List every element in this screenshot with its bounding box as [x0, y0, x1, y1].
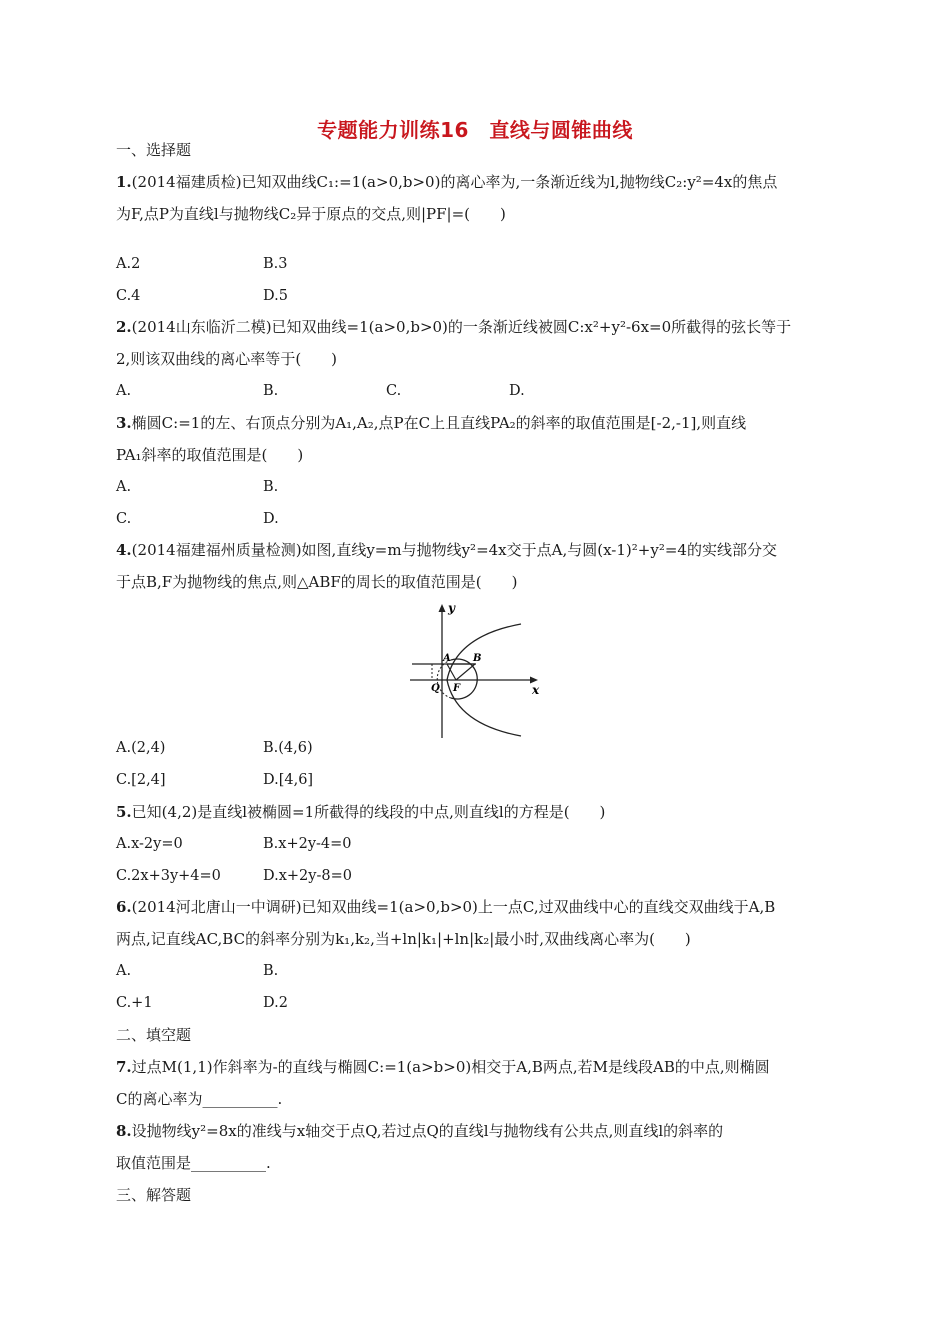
q2-option-a: A. [116, 383, 132, 399]
page-title: 专题能力训练16 直线与圆锥曲线 [317, 118, 633, 142]
q1-option-b: B.3 [263, 256, 288, 272]
question-4-text: (2014福建福州质量检测)如图,直线y=m与抛物线y²=4x交于点A,与圆(x-1)²+y²=4的实线部分交 [131, 541, 777, 559]
question-6-text: (2014河北唐山一中调研)已知双曲线=1(a>0,b>0)上一点C,过双曲线中心的直线交双曲线于A,B [131, 898, 776, 916]
q2-option-b: B. [263, 383, 279, 399]
question-6-line-1 [116, 897, 775, 917]
q1-option-c: C.4 [116, 288, 141, 304]
section-heading-fill: 二、填空题 [116, 1026, 192, 1044]
q6-option-d: D.2 [263, 995, 288, 1011]
q4-option-b: B.(4,6) [263, 740, 313, 756]
y-axis-arrow [439, 604, 446, 612]
question-4-line-2: 于点B,F为抛物线的焦点,则△ABF的周长的取值范围是( ) [116, 573, 518, 591]
question-6-number: 6. [116, 898, 132, 916]
question-5-number: 5. [116, 803, 132, 821]
label-f: F [453, 683, 461, 694]
q2-option-d: D. [509, 383, 525, 399]
question-8-number: 8. [116, 1122, 132, 1140]
label-b: B [473, 653, 482, 664]
question-6-line-2: 两点,记直线AC,BC的斜率分别为k₁,k₂,当+ln|k₁|+ln|k₂|最小时,双曲线离心率为( ) [116, 930, 691, 948]
q1-option-a: A.2 [116, 256, 141, 272]
q3-option-a: A. [116, 479, 132, 495]
q5-option-b: B.x+2y-4=0 [263, 836, 352, 852]
question-8-line-1 [116, 1121, 723, 1141]
question-7-text: 过点M(1,1)作斜率为-的直线与椭圆C:=1(a>b>0)相交于A,B两点,若M是线段AB的中点,则椭圆 [131, 1058, 770, 1076]
q4-option-c: C.[2,4] [116, 772, 166, 788]
question-2-text: (2014山东临沂二模)已知双曲线=1(a>0,b>0)的一条渐近线被圆C:x²+y²-6x=0所截得的弦长等于 [131, 318, 792, 336]
segment-bf [456, 664, 475, 680]
question-5-text: 已知(4,2)是直线l被椭圆=1所截得的线段的中点,则直线l的方程是( ) [131, 803, 606, 821]
question-7-line-2: C的离心率为__________. [116, 1090, 283, 1108]
q3-option-c: C. [116, 511, 132, 527]
q5-option-a: A.x-2y=0 [116, 836, 183, 852]
question-8-line-2: 取值范围是__________. [116, 1154, 271, 1172]
q2-option-c: C. [386, 383, 402, 399]
q3-option-d: D. [263, 511, 279, 527]
q4-option-a: A.(2,4) [116, 740, 166, 756]
question-1-text: (2014福建质检)已知双曲线C₁:=1(a>0,b>0)的离心率为,一条渐近线为l,抛物线C₂:y²=4x的焦点 [131, 173, 778, 191]
question-1-number: 1. [116, 173, 132, 191]
label-y: y [448, 601, 455, 615]
question-3-text: 椭圆C:=1的左、右顶点分别为A₁,A₂,点P在C上且直线PA₂的斜率的取值范围是[-2,-1],则直线 [131, 414, 747, 432]
question-8-text: 设抛物线y²=8x的准线与x轴交于点Q,若过点Q的直线l与抛物线有公共点,则直线l的斜率的 [131, 1122, 724, 1140]
question-4-number: 4. [116, 541, 132, 559]
label-q: Q [431, 683, 440, 694]
question-5-line-1 [116, 802, 605, 822]
q5-option-c: C.2x+3y+4=0 [116, 868, 221, 884]
label-x: x [532, 683, 540, 697]
question-2-line-1 [116, 317, 791, 337]
section-heading-answer: 三、解答题 [116, 1186, 192, 1204]
q6-option-a: A. [116, 963, 132, 979]
parabola-circle-figure [404, 598, 554, 740]
section-heading-choice: 一、选择题 [116, 141, 192, 159]
question-3-line-2: PA₁斜率的取值范围是( ) [116, 446, 304, 464]
q4-option-d: D.[4,6] [263, 772, 314, 788]
question-4-line-1 [116, 540, 777, 560]
q5-option-d: D.x+2y-8=0 [263, 868, 352, 884]
question-2-number: 2. [116, 318, 132, 336]
q3-option-b: B. [263, 479, 279, 495]
question-7-number: 7. [116, 1058, 132, 1076]
question-3-line-1 [116, 413, 746, 433]
q1-option-d: D.5 [263, 288, 288, 304]
q6-option-c: C.+1 [116, 995, 153, 1011]
question-1-line-1 [116, 172, 777, 192]
question-1-line-2: 为F,点P为直线l与抛物线C₂异于原点的交点,则|PF|=( ) [116, 205, 506, 223]
question-3-number: 3. [116, 414, 132, 432]
question-7-line-1 [116, 1057, 770, 1077]
label-a: A [443, 653, 451, 664]
question-2-line-2: 2,则该双曲线的离心率等于( ) [116, 350, 338, 368]
q6-option-b: B. [263, 963, 279, 979]
